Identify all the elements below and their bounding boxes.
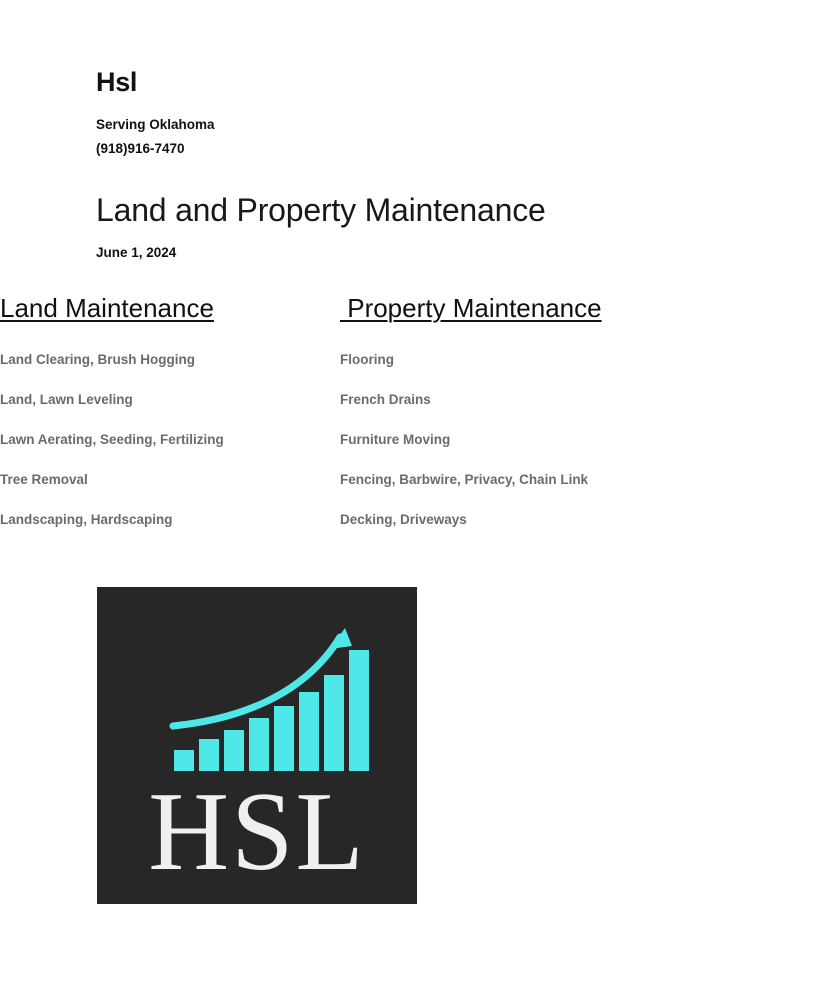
list-item: Fencing, Barbwire, Privacy, Chain Link — [340, 471, 589, 487]
document-content — [96, 0, 756, 260]
list-item: Tree Removal — [0, 471, 88, 487]
list-item: Lawn Aerating, Seeding, Fertilizing — [0, 431, 224, 447]
column-heading-property — [340, 292, 660, 325]
list-item: Land Clearing, Brush Hogging — [0, 351, 195, 367]
chart-bar — [224, 730, 244, 771]
brand-name: Hsl — [96, 67, 138, 97]
chart-bar — [274, 706, 294, 771]
land-services-list — [0, 325, 340, 553]
document-date: June 1, 2024 — [96, 245, 177, 261]
logo-letters: HSL — [148, 770, 366, 894]
property-services-list — [340, 325, 660, 553]
list-item: Furniture Moving — [340, 431, 451, 447]
land-maintenance-column — [0, 292, 340, 553]
chart-bar — [324, 675, 344, 771]
column-heading-property-text: Property Maintenance — [340, 293, 602, 323]
serving-area-text: Serving Oklahoma — [96, 116, 215, 132]
chart-bar — [249, 718, 269, 771]
company-logo-image — [97, 587, 417, 904]
services-columns — [0, 292, 660, 553]
chart-bar — [199, 739, 219, 771]
list-item: French Drains — [340, 391, 431, 407]
list-item: Land, Lawn Leveling — [0, 391, 133, 407]
growth-chart-logo-graphic — [97, 587, 417, 904]
chart-bar — [174, 750, 194, 771]
phone-number: (918)916-7470 — [96, 141, 185, 157]
page-title: Land and Property Maintenance — [96, 191, 546, 228]
property-maintenance-column — [340, 292, 660, 553]
column-heading-land-text: Land Maintenance — [0, 293, 214, 323]
column-heading-land — [0, 292, 340, 325]
chart-bar — [299, 692, 319, 771]
list-item: Landscaping, Hardscaping — [0, 511, 173, 527]
chart-bar — [349, 650, 369, 771]
list-item: Decking, Driveways — [340, 511, 467, 527]
list-item: Flooring — [340, 351, 394, 367]
